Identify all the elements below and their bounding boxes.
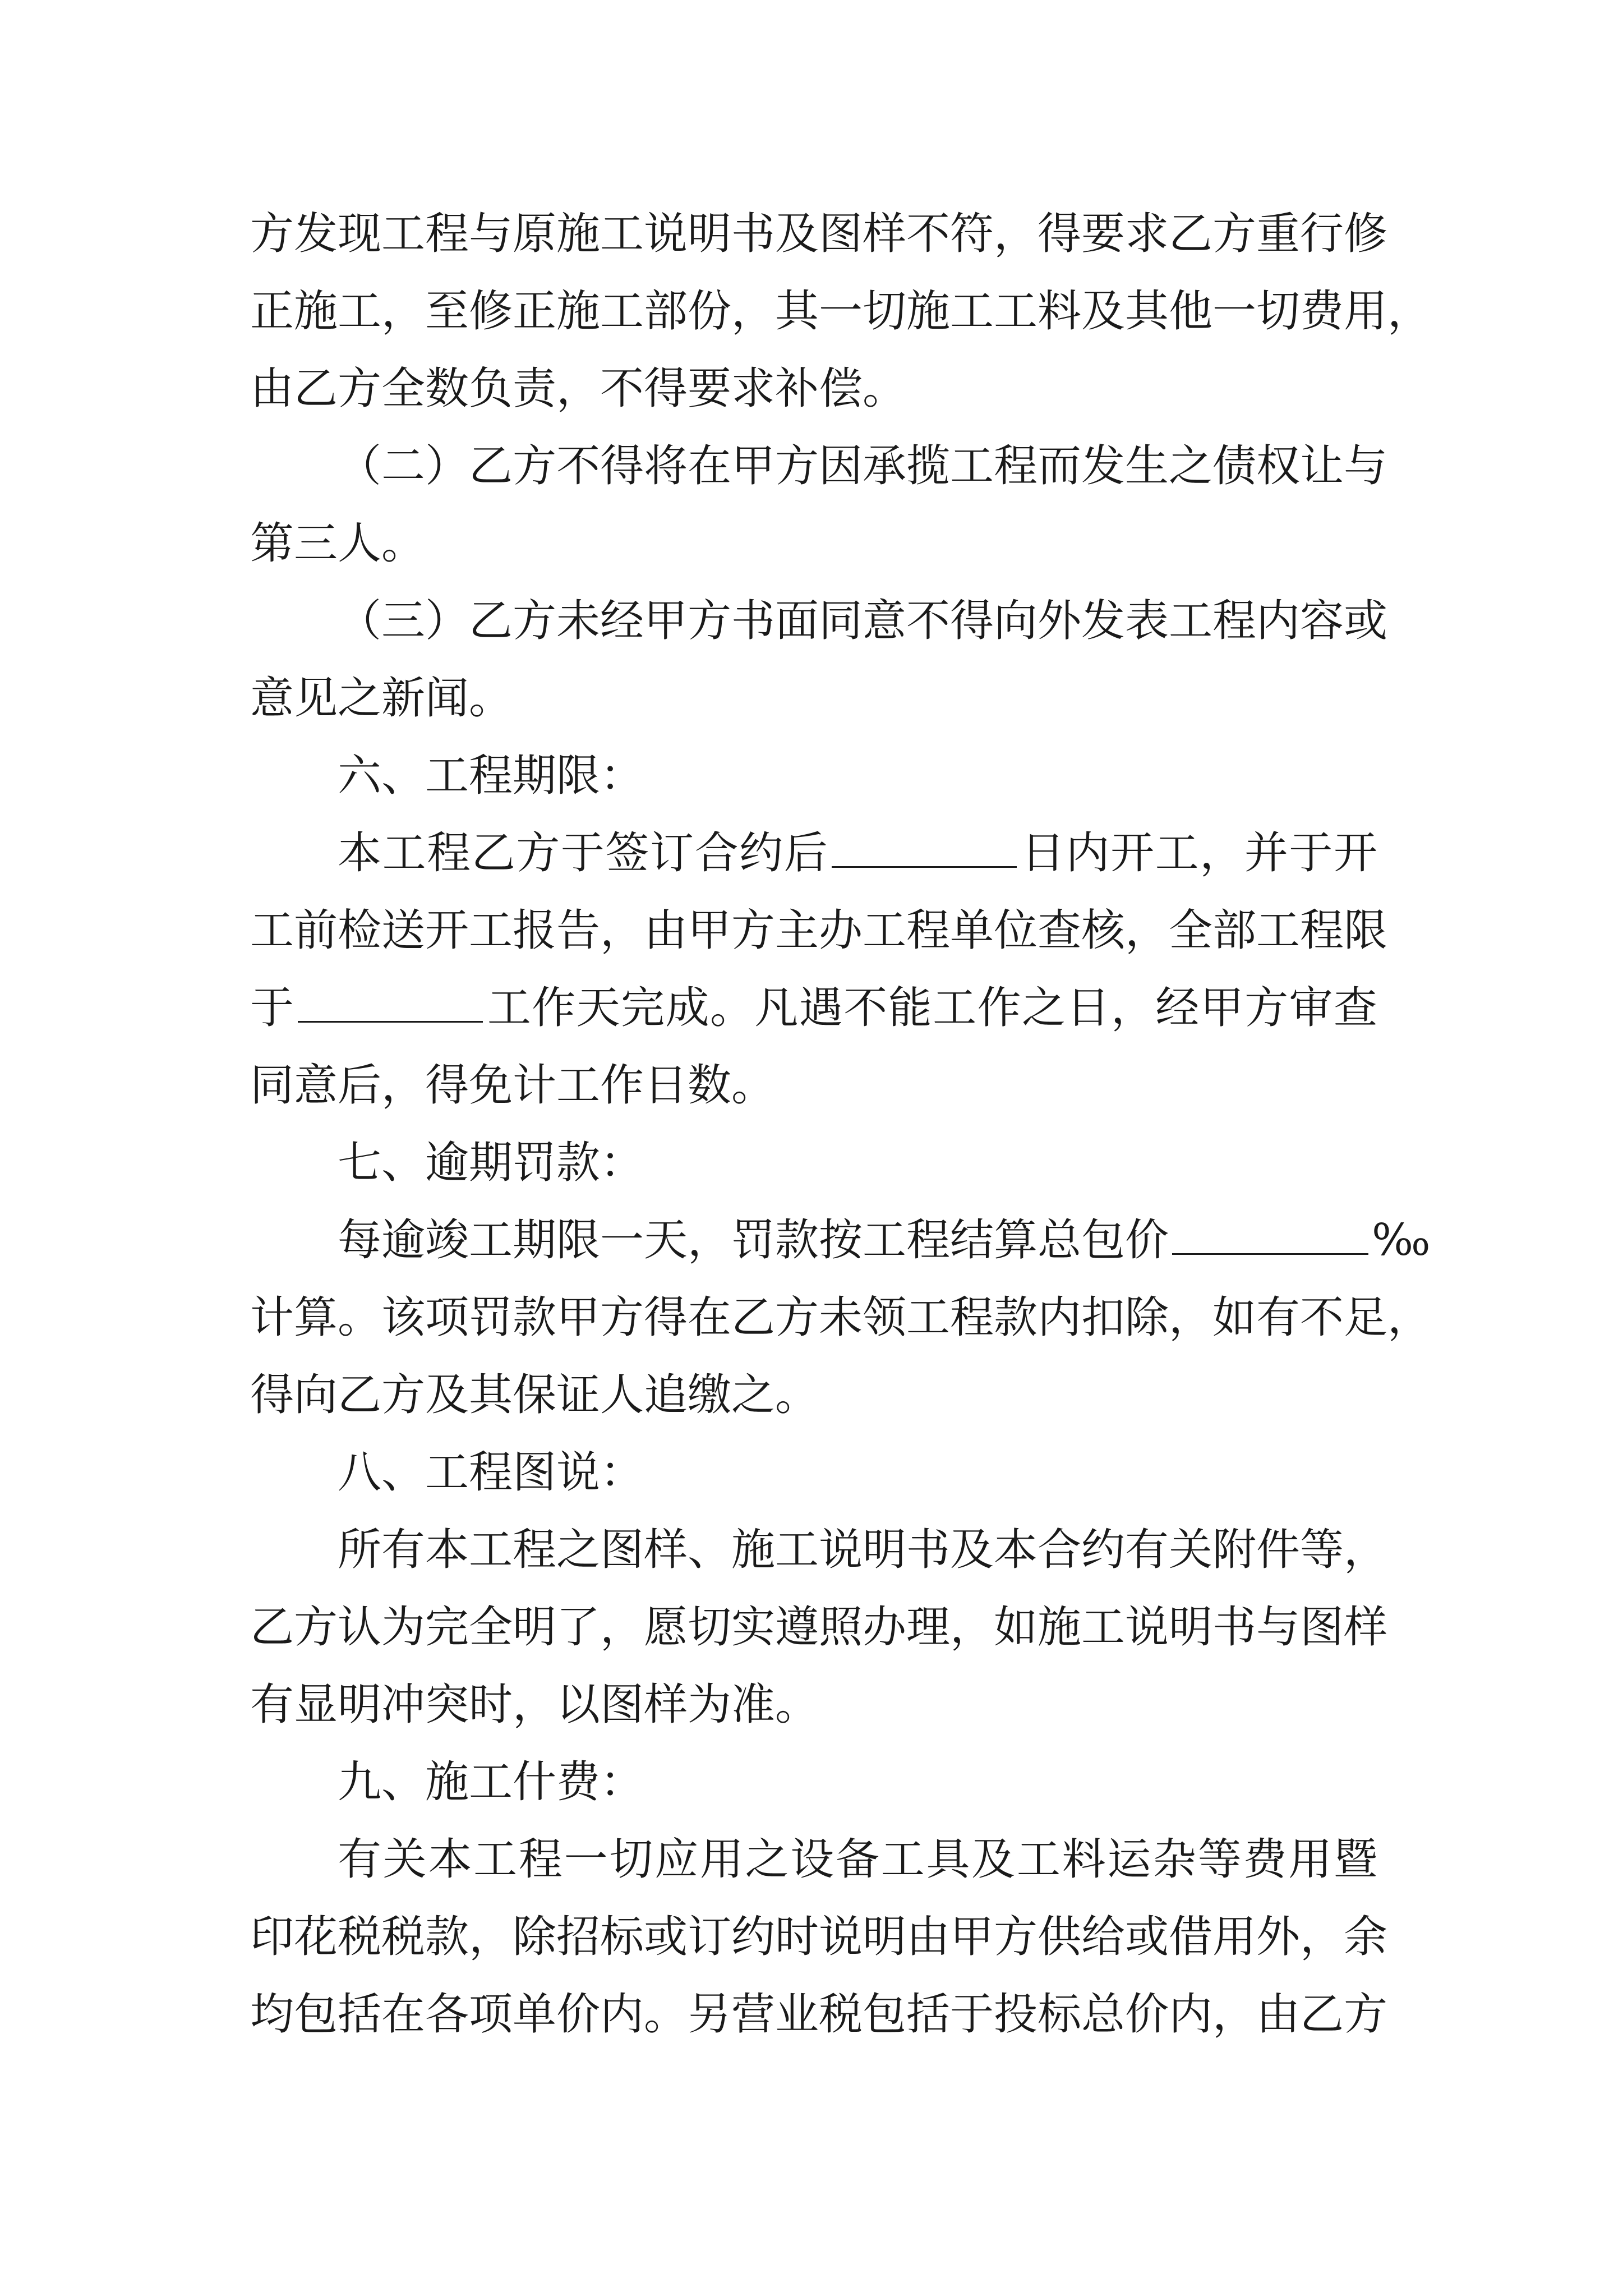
text-segment: （二）乙方不得将在甲方因承揽工程而发生之债权让与 [338,441,1388,491]
text-segment: 计算。该项罚款甲方得在乙方未领工程款内扣除，如有不足， [250,1292,1432,1343]
text-line [250,1906,1388,1968]
text-line [250,280,1432,342]
text-line [250,358,1377,420]
text-segment: 第三人。 [250,518,426,569]
text-line [250,1674,1377,1736]
text-line [250,1055,1377,1116]
text-line [338,435,1388,497]
text-segment: 同意后，得免计工作日数。 [250,1060,776,1111]
text-line [338,590,1388,652]
text-line [250,1287,1432,1349]
text-line [338,822,1377,884]
text-segment: 正施工，至修正施工部份，其一切施工工料及其他一切费用， [250,286,1432,337]
text-segment: 有关本工程一切应用之设备工具及工料运杂等费用暨 [338,1834,1377,1885]
text-segment: 每逾竣工期限一天，罚款按工程结算总包价 [338,1215,1169,1266]
text-segment: 有显明冲突时，以图样为准。 [250,1680,819,1730]
text-segment: 方发现工程与原施工说明书及图样不符，得要求乙方重行修 [250,209,1388,259]
text-segment: 工作天完成。凡遇不能工作之日，经甲方审查 [486,983,1377,1033]
text-line [250,513,1377,574]
text-segment: 于 [250,983,295,1033]
text-line [338,1209,1431,1271]
text-segment: （三）乙方未经甲方书面同意不得向外发表工程内容或 [338,596,1388,646]
text-segment: 八、工程图说： [338,1447,644,1498]
text-segment: 印花税税款，除招标或订约时说明由甲方供给或借用外，余 [250,1912,1388,1962]
text-segment: 日内开工，并于开 [1020,828,1377,878]
text-line [250,1984,1388,2045]
text-line [250,203,1388,265]
text-segment: 得向乙方及其保证人追缴之。 [250,1370,819,1420]
section-heading [338,1442,1377,1503]
fill-in-blank [1172,1209,1368,1255]
text-line [338,1519,1388,1581]
text-line [250,668,1377,729]
section-heading [338,1132,1377,1194]
text-segment: 均包括在各项单价内。另营业税包括于投标总价内，由乙方 [250,1989,1388,2040]
text-line [250,1596,1388,1658]
text-segment: 工前检送开工报告，由甲方主办工程单位查核，全部工程限 [250,905,1388,956]
section-heading [338,1751,1377,1813]
fill-in-blank [298,977,483,1023]
text-segment: 乙方认为完全明了，愿切实遵照办理，如施工说明书与图样 [250,1602,1388,1653]
text-segment: 本工程乙方于签订合约后 [338,828,829,878]
text-line [338,1829,1377,1890]
text-segment: 七、逾期罚款： [338,1138,644,1188]
text-segment: 意见之新闻。 [250,673,513,724]
text-segment: 所有本工程之图样、施工说明书及本合约有关附件等， [338,1525,1388,1575]
text-line [250,1364,1377,1426]
text-segment: ‰ [1372,1215,1431,1266]
text-segment: 六、工程期限： [338,751,644,801]
text-line [250,900,1388,961]
section-heading [338,745,1377,807]
text-segment: 九、施工什费： [338,1757,644,1807]
text-segment: 由乙方全数负责，不得要求补偿。 [250,364,907,414]
fill-in-blank [832,822,1017,868]
text-line [250,977,1377,1039]
